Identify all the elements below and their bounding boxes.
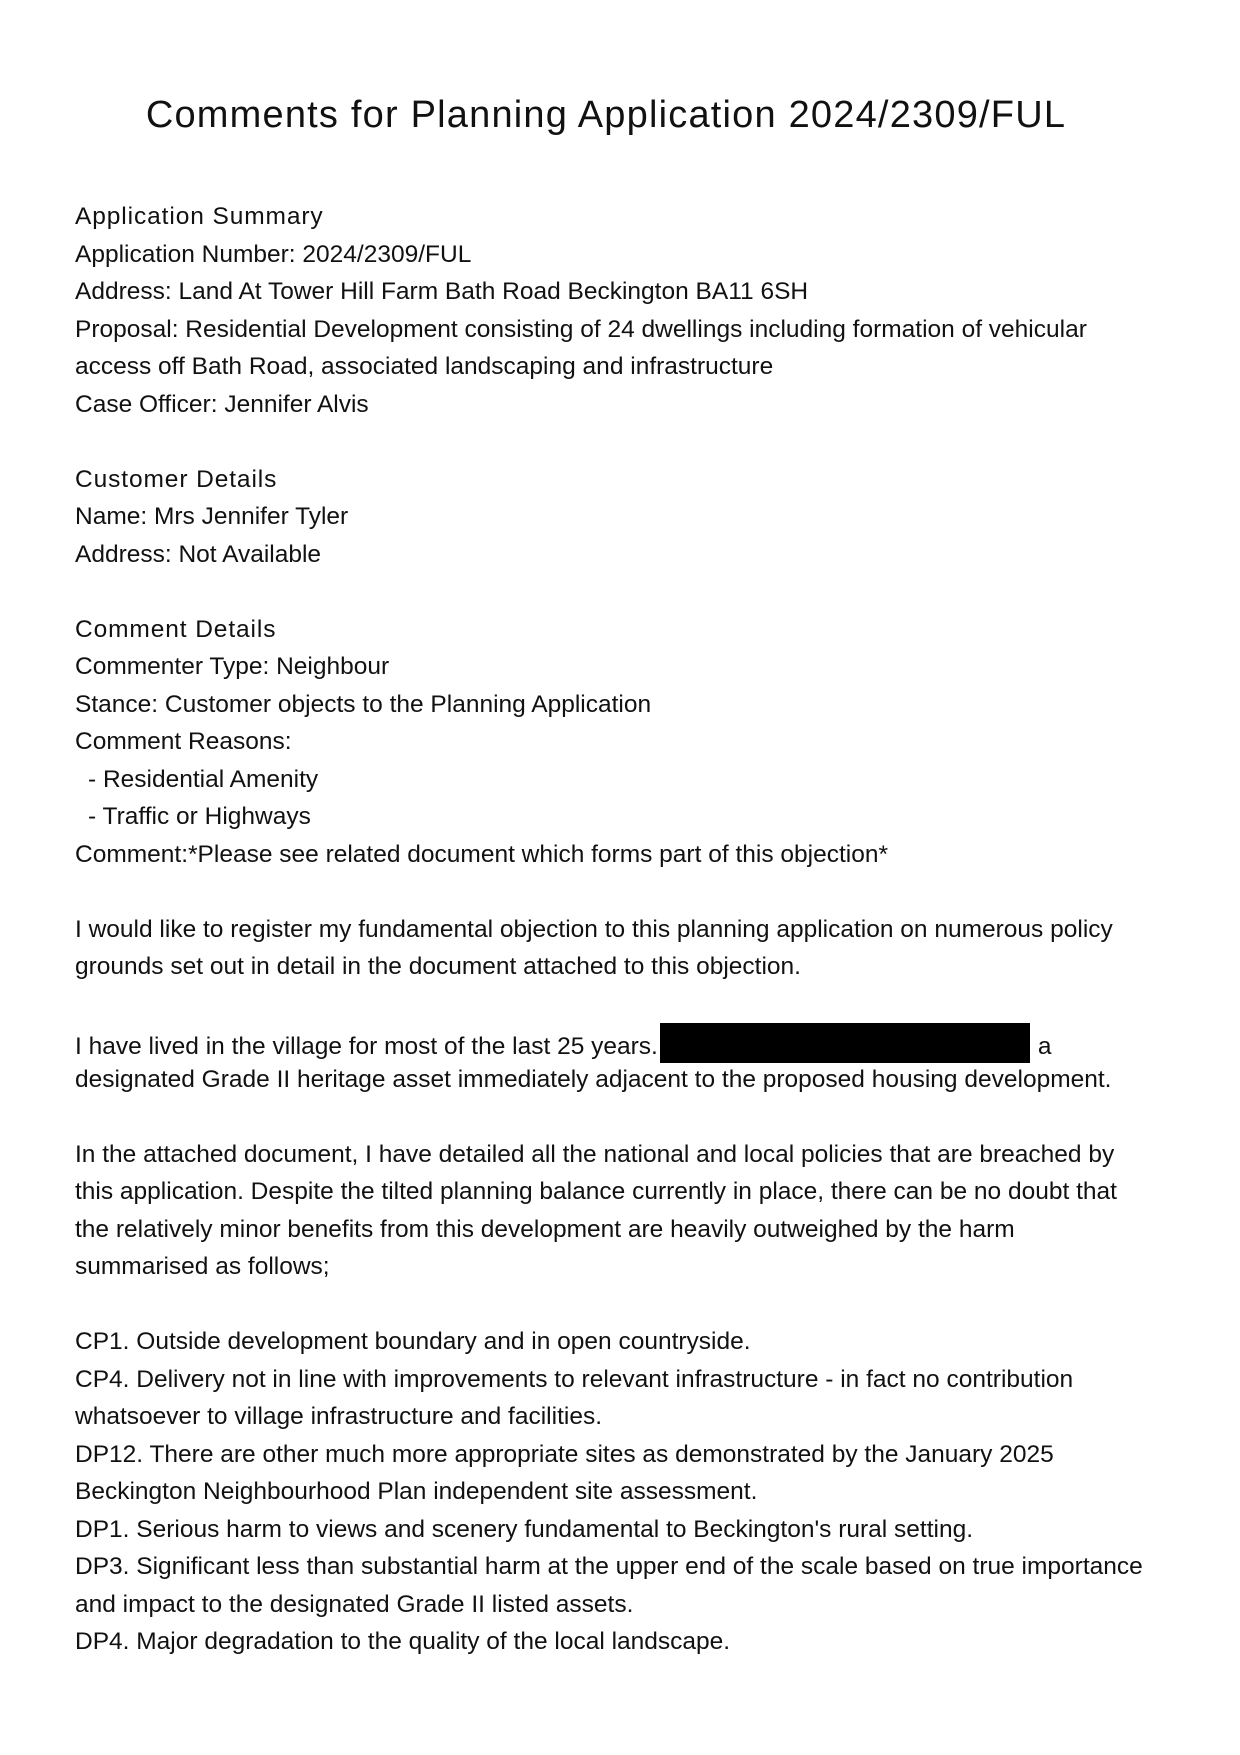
paragraph-line: In the attached document, I have detailed all the national and local policies that are breached by [75,1140,1115,1168]
spacer [75,423,1175,461]
case-officer: Case Officer: Jennifer Alvis [75,390,369,418]
policy-line: CP4. Delivery not in line with improvements to relevant infrastructure - in fact no contribution [75,1365,1074,1393]
policy-line: CP1. Outside development boundary and in open countryside. [75,1328,751,1355]
application-address: Address: Land At Tower Hill Farm Bath Road Beckington BA11 6SH [75,278,809,305]
paragraph-line-start: I have lived in the village for most of the last 25 years. [75,1033,658,1060]
commenter-type: Commenter Type: Neighbour [75,653,390,680]
page-title: Comments for Planning Application 2024/2309/FUL [145,94,1067,136]
policy-line: whatsoever to village infrastructure and facilities. [75,1403,603,1430]
customer-address: Address: Not Available [75,540,322,568]
paragraph-line: designated Grade II heritage asset immediately adjacent to the proposed housing development. [75,1065,1112,1093]
redaction-block [660,1023,1030,1063]
policy-line: DP12. There are other much more appropriate sites as demonstrated by the January 2025 [75,1440,1054,1468]
customer-details-section [75,461,1175,574]
paragraph-line: the relatively minor benefits from this development are heavily outweighed by the harm [75,1215,1015,1243]
policy-line: and impact to the designated Grade II listed assets. [75,1590,634,1618]
comment-details-section [75,611,1175,874]
spacer [75,573,1175,611]
spacer [75,1286,1175,1324]
paragraph-line: grounds set out in detail in the document attached to this objection. [75,953,801,980]
document-body [75,198,1175,1661]
policy-line: DP1. Serious harm to views and scenery fundamental to Beckington's rural setting. [75,1515,974,1543]
paragraph-line-with-redaction [75,1023,1175,1061]
stance: Stance: Customer objects to the Planning Application [75,690,652,718]
objection-paragraph-3 [75,1136,1175,1286]
comment-intro: Comment:*Please see related document which forms part of this objection* [75,840,888,868]
policy-list [75,1323,1175,1661]
paragraph-line: I would like to register my fundamental objection to this planning application on numerous policy [75,915,1113,943]
proposal-line-2: access off Bath Road, associated landscaping and infrastructure [75,353,774,380]
comment-reason-item: - Traffic or Highways [88,803,311,830]
paragraph-line-end: a [1037,1033,1052,1060]
application-summary-section [75,198,1175,423]
policy-line: DP3. Significant less than substantial harm at the upper end of the scale based on true importance [75,1553,1143,1580]
spacer [75,986,1175,1024]
application-number: Application Number: 2024/2309/FUL [75,240,472,268]
objection-paragraph-1 [75,911,1175,986]
comment-details-heading: Comment Details [75,615,277,643]
comment-reasons-label: Comment Reasons: [75,728,292,755]
spacer [75,1098,1175,1136]
customer-name: Name: Mrs Jennifer Tyler [75,503,349,530]
policy-line: Beckington Neighbourhood Plan independent site assessment. [75,1478,758,1505]
application-summary-heading: Application Summary [75,203,324,230]
customer-details-heading: Customer Details [75,465,278,493]
paragraph-line: summarised as follows; [75,1253,330,1280]
proposal-line-1: Proposal: Residential Development consisting of 24 dwellings including formation of vehicular [75,315,1087,343]
paragraph-line: this application. Despite the tilted planning balance currently in place, there can be no doubt that [75,1178,1117,1205]
spacer [75,873,1175,911]
objection-paragraph-2 [75,1023,1175,1098]
comment-reason-item: - Residential Amenity [88,765,319,793]
policy-line: DP4. Major degradation to the quality of the local landscape. [75,1628,731,1655]
